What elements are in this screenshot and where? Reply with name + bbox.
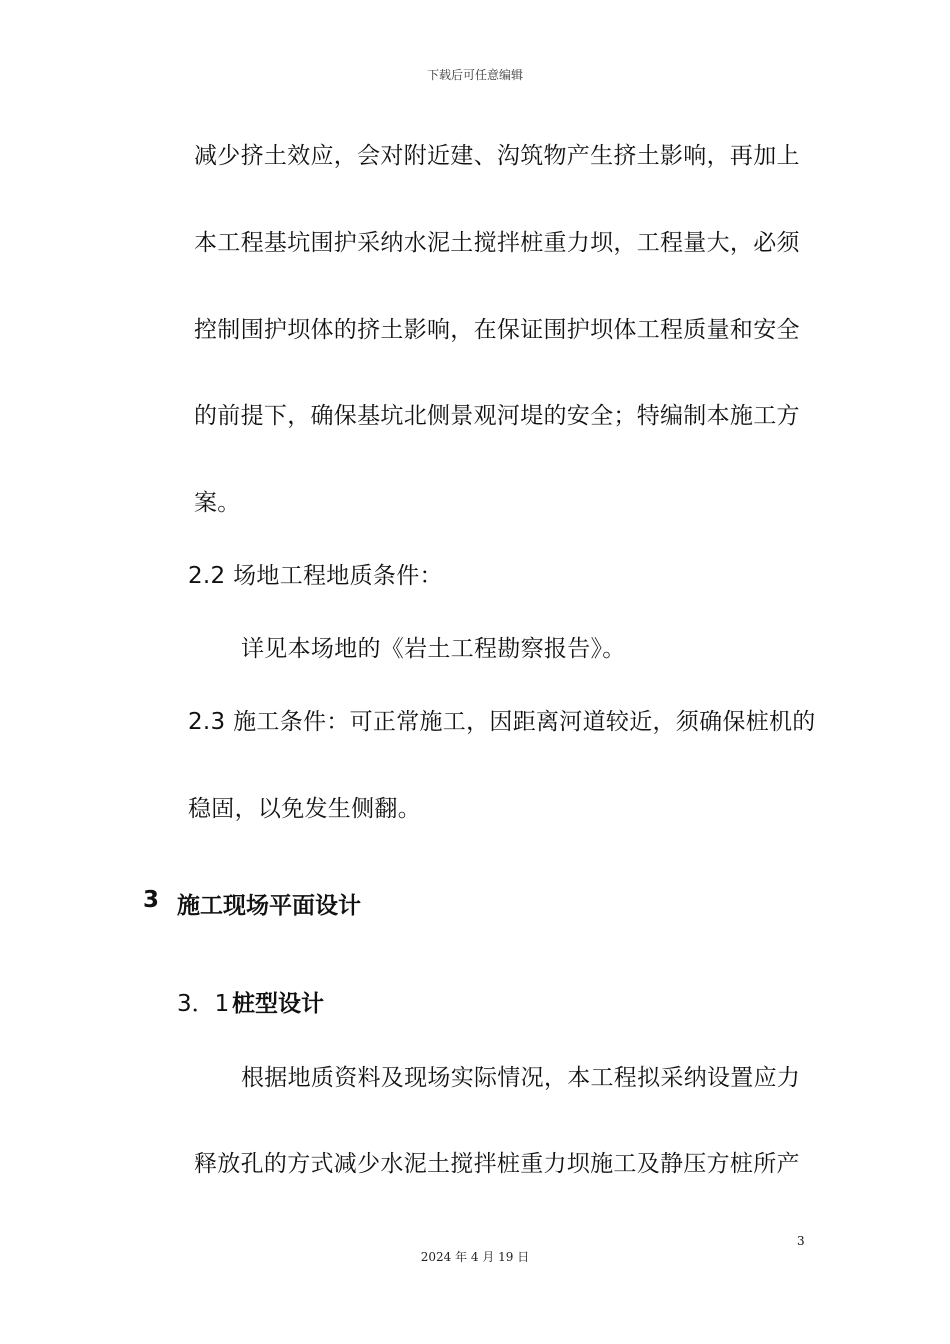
page-header: 下载后可任意编辑 (426, 68, 523, 82)
section-2-3-line: 稳固，以免发生侧翻。 (188, 796, 421, 822)
section-2-3-line: 2.3 施工条件：可正常施工，因距离河道较近，须确保桩机的 (188, 709, 816, 735)
section-3-heading: 施工现场平面设计 (177, 893, 361, 919)
paragraph-line: 根据地质资料及现场实际情况，本工程拟采纳设置应力 (241, 1065, 801, 1091)
paragraph-line: 本工程基坑围护采纳水泥土搅拌桩重力坝，工程量大，必须 (194, 230, 800, 256)
section-2-2-title: 2.2 场地工程地质条件： (188, 563, 443, 589)
paragraph-line: 释放孔的方式减少水泥土搅拌桩重力坝施工及静压方桩所产 (194, 1151, 800, 1177)
paragraph-line: 控制围护坝体的挤土影响，在保证围护坝体工程质量和安全 (194, 317, 800, 343)
paragraph-line: 案。 (194, 490, 241, 516)
paragraph-line: 的前提下，确保基坑北侧景观河堤的安全；特编制本施工方 (194, 403, 800, 429)
page-footer-date: 2024 年 4 月 19 日 (420, 1250, 530, 1264)
paragraph-line: 减少挤土效应，会对附近建、沟筑物产生挤土影响，再加上 (194, 143, 800, 169)
section-3-number: 3 (143, 887, 160, 913)
page-number: 3 (797, 1234, 805, 1248)
section-3-1-number: 3．1 (177, 991, 230, 1017)
section-2-2-body: 详见本场地的《岩土工程勘察报告》。 (241, 636, 626, 662)
section-3-1-heading: 桩型设计 (232, 991, 324, 1017)
